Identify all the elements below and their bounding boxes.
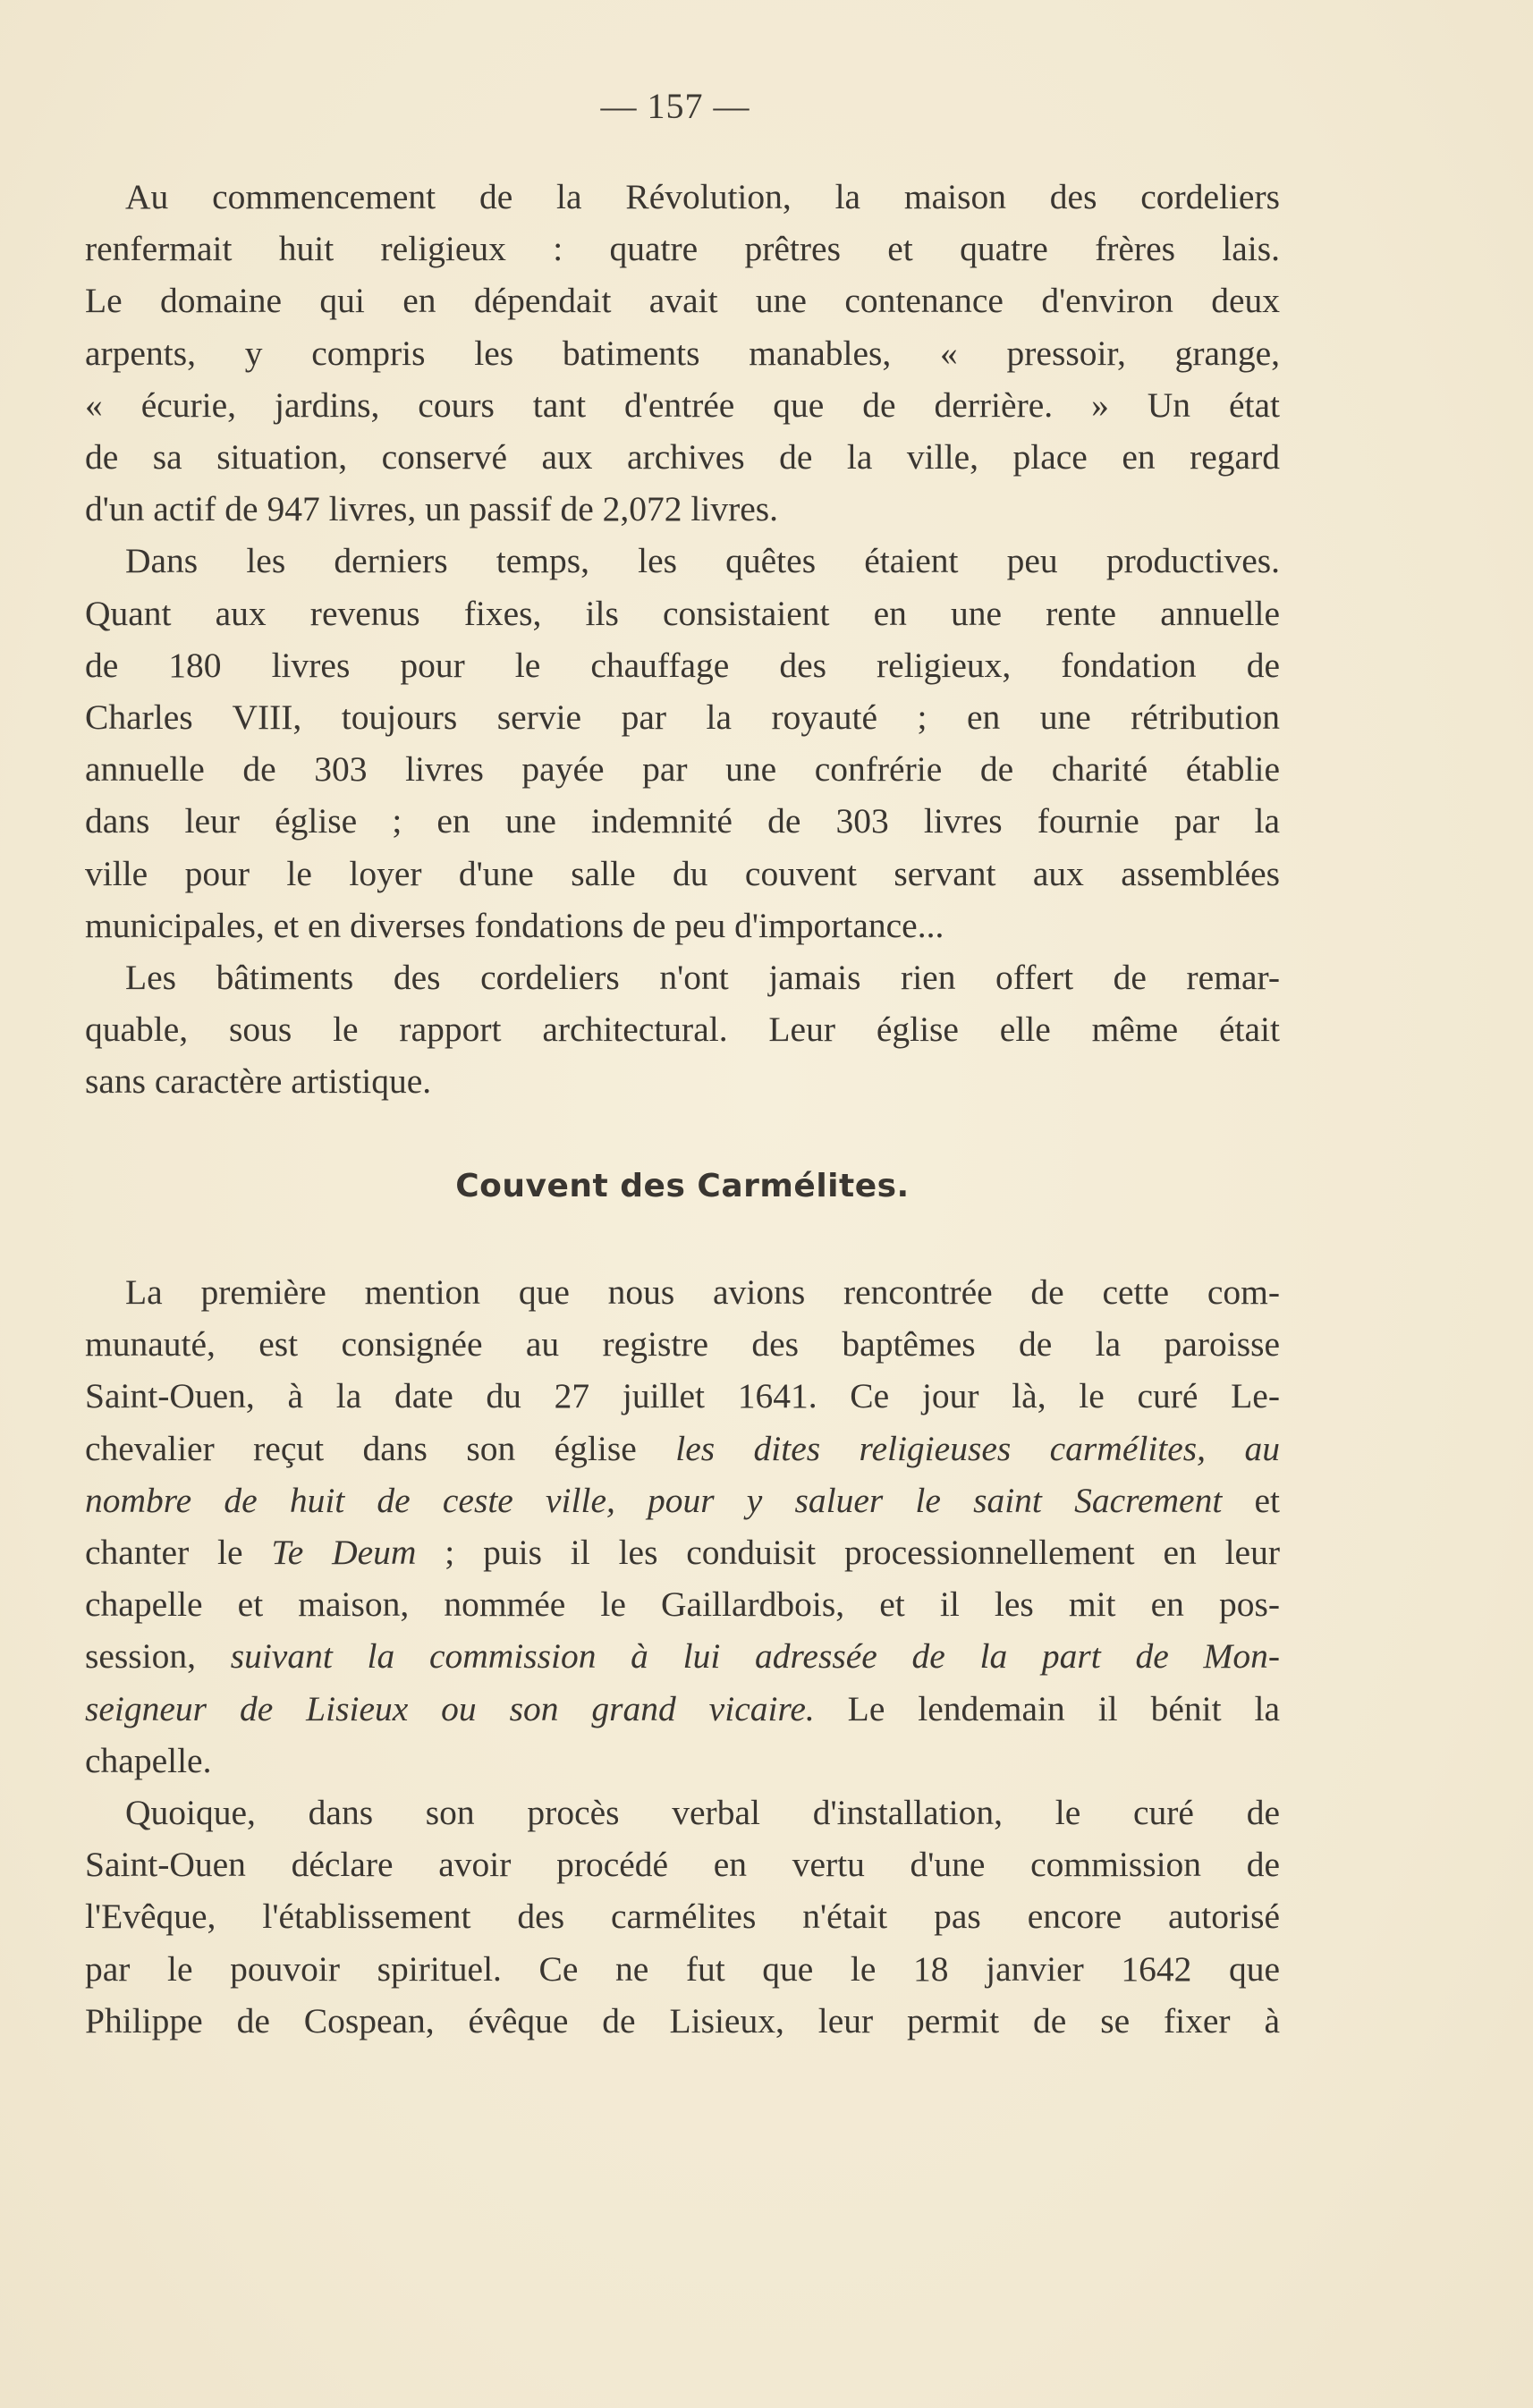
text-line: quable, sous le rapport architectural. Leur église elle même était [85,1010,1280,1050]
text-line: annuelle de 303 livres payée par une confrérie de charité établie [85,749,1280,790]
italic-quote: les dites religieuses carmélites, au [675,1428,1280,1468]
text-line: Saint-Ouen, à la date du 27 juillet 1641. Ce jour là, le curé Le- [85,1376,1280,1416]
text-line: renfermait huit religieux : quatre prêtres et quatre frères lais. [85,229,1280,269]
text-line [85,1474,1280,1526]
paragraph-revolution [85,171,1280,535]
text-block-carmelites [85,1266,1280,2047]
text-line [85,1683,1280,1735]
text-line: Quant aux revenus fixes, ils consistaient en une rente annuelle [85,593,1280,633]
text-line: La première mention que nous avions rencontrée de cette com- [125,1272,1280,1312]
text-line: sans caractère artistique. [85,1061,432,1102]
paragraph-batiments [85,951,1280,1108]
text-segment: chanter le [85,1533,272,1573]
text-line: dans leur église ; en une indemnité de 303 livres fournie par la [85,801,1280,841]
text-line [85,1423,1280,1474]
text-line: par le pouvoir spirituel. Ce ne fut que le 18 janvier 1642 que [85,1948,1280,1989]
text-line: de sa situation, conservé aux archives de la ville, place en regard [85,437,1280,477]
page-number: — 157 — [600,86,750,126]
text-line: chapelle et maison, nommée le Gaillardbois, et il les mit en pos- [85,1584,1280,1625]
paragraph-premiere-mention [85,1266,1280,1787]
italic-quote: nombre de huit de ceste ville, pour y saluer le saint Sacrement [85,1480,1223,1520]
text-line: Charles VIII, toujours servie par la royauté ; en une rétribution [85,697,1280,738]
text-line: Quoique, dans son procès verbal d'installation, le curé de [125,1793,1280,1833]
paragraph-quoique [85,1787,1280,2047]
text-line: « écurie, jardins, cours tant d'entrée que de derrière. » Un état [85,384,1280,425]
italic-quote: suivant la commission à lui adressée de la part de Mon- [230,1636,1280,1677]
text-segment: Le lendemain il bénit la [814,1688,1280,1728]
text-line: chapelle. [85,1740,212,1780]
text-segment: ; puis il les conduisit processionnellement en leur [416,1533,1280,1573]
text-line [85,1630,1280,1682]
text-segment: chevalier reçut dans son église [85,1428,676,1468]
text-line: de 180 livres pour le chauffage des religieux, fondation de [85,645,1280,685]
text-line [85,1526,1280,1578]
paragraph-revenus [85,535,1280,951]
text-line: Dans les derniers temps, les quêtes étaient peu productives. [125,541,1280,581]
text-line: arpents, y compris les batiments manables, « pressoir, grange, [85,333,1280,373]
section-heading: Couvent des Carmélites. [455,1168,910,1204]
italic-quote: seigneur de Lisieux ou son grand vicaire. [85,1688,815,1728]
text-line: l'Evêque, l'établissement des carmélites n'était pas encore autorisé [85,1897,1280,1937]
text-line: Les bâtiments des cordeliers n'ont jamais rien offert de remar- [125,958,1280,998]
text-line: municipales, et en diverses fondations de peu d'importance... [85,905,944,945]
text-line: Au commencement de la Révolution, la maison des cordeliers [125,177,1280,216]
text-segment: et [1222,1480,1280,1520]
text-line: Philippe de Cospean, évêque de Lisieux, leur permit de se fixer à [85,2000,1280,2040]
italic-quote: Te Deum [271,1533,417,1573]
text-line: d'un actif de 947 livres, un passif de 2,072 livres. [85,489,779,529]
text-segment: session, [85,1636,231,1677]
text-line: ville pour le loyer d'une salle du couvent servant aux assemblées [85,853,1280,893]
text-line: Saint-Ouen déclare avoir procédé en vertu d'une commission de [85,1845,1280,1885]
text-line: munauté, est consignée au registre des baptêmes de la paroisse [85,1324,1280,1365]
text-block-cordeliers [85,171,1280,1108]
text-line: Le domaine qui en dépendait avait une contenance d'environ deux [85,281,1280,321]
